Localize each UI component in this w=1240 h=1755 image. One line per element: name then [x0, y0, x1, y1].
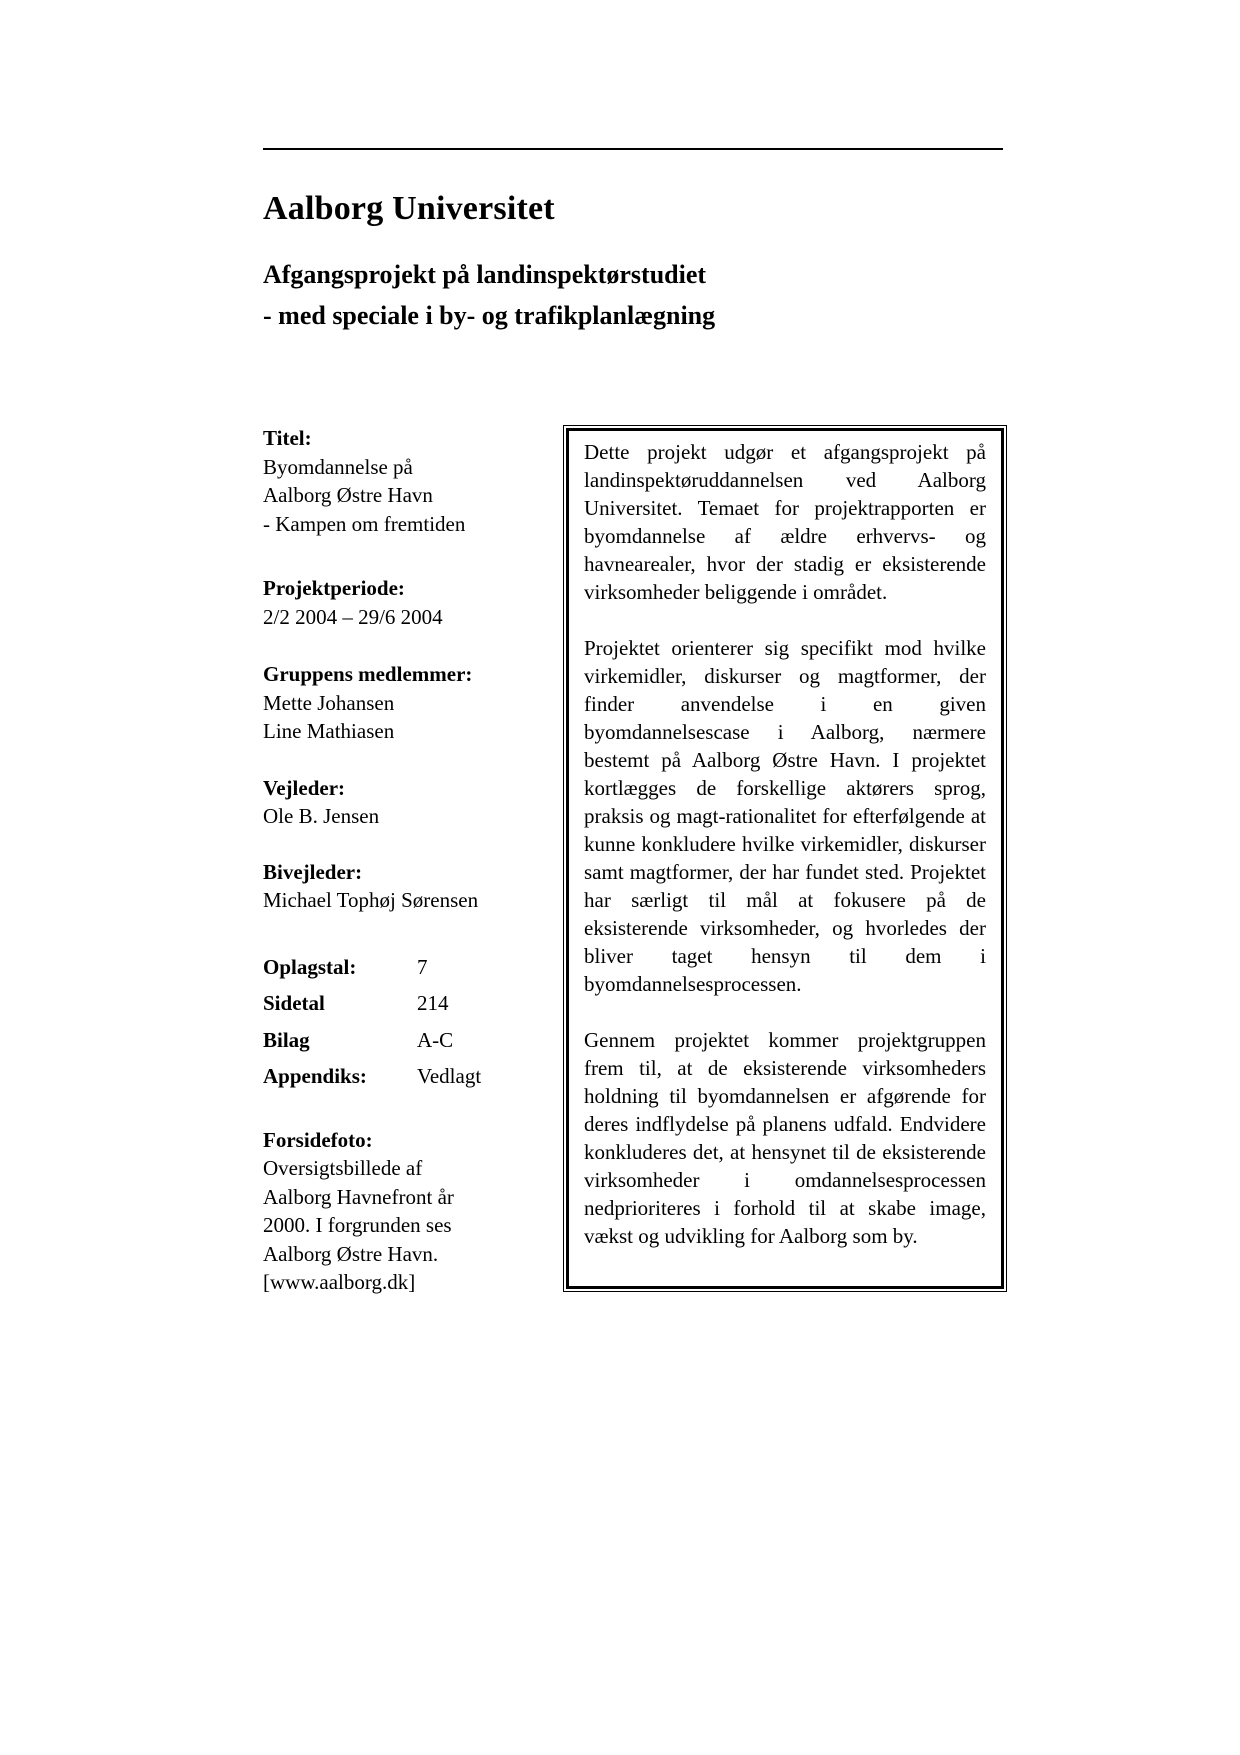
project-period-label: Projektperiode: — [263, 576, 405, 600]
subtitle-line-2: - med speciale i by- og trafikplanlægning — [263, 301, 716, 330]
abstract-paragraph-1: Dette projekt udgør et afgangsprojekt på landinspektøruddannelsen ved Aalborg Universitet. Temaet for projektrapporten er byomdannelse af ældre erhvervs- og havnearealer, hvor der stadig er eksisterende virksomheder beliggende i området. — [584, 440, 986, 604]
cover-photo-label: Forsidefoto: — [263, 1127, 373, 1152]
pages-value: 214 — [417, 991, 449, 1015]
copies-value: 7 — [417, 954, 428, 979]
abstract-paragraph-3: Gennem projektet kommer projektgruppen frem til, at de eksisterende virksomheders holdning til byomdannelsen er afgørende for deres indflydelse på planens udfald. Endvidere konkluderes det, at hensynet til de eksisterende virksomheder i omdannelsesprocessen nedprioriteres i forhold til at skabe image, vækst og udvikling for Aalborg som by. — [584, 1028, 986, 1248]
title-line: - Kampen om fremtiden — [263, 511, 466, 536]
fact-row-copies — [263, 953, 558, 990]
title-line: Aalborg Østre Havn — [263, 483, 433, 507]
copies-label: Oplagstal: — [263, 954, 357, 979]
appendix-value: Vedlagt — [417, 1064, 482, 1088]
cover-photo-line: Aalborg Havnefront år — [263, 1184, 454, 1209]
title-block — [263, 424, 558, 538]
co-supervisor-name: Michael Tophøj Sørensen — [263, 888, 479, 912]
cover-photo-line: Oversigtsbillede af — [263, 1156, 423, 1180]
header-divider — [263, 148, 1003, 150]
title-line: Byomdannelse på — [263, 454, 413, 479]
group-members-label: Gruppens medlemmer: — [263, 662, 473, 686]
cover-photo-block — [263, 1126, 558, 1297]
fact-row-annex — [263, 1026, 558, 1063]
cover-photo-source: [www.aalborg.dk] — [263, 1270, 416, 1294]
fact-row-pages — [263, 989, 558, 1026]
facts-table — [263, 953, 558, 1099]
cover-photo-line: 2000. I forgrunden ses — [263, 1213, 452, 1237]
fact-row-appendix — [263, 1062, 558, 1099]
annex-label: Bilag — [263, 1027, 310, 1052]
co-supervisor-label: Bivejleder: — [263, 859, 363, 884]
subtitle-line-1: Afgangsprojekt på landinspektørstudiet — [263, 260, 707, 289]
appendix-label: Appendiks: — [263, 1064, 367, 1088]
member-name: Mette Johansen — [263, 690, 395, 715]
project-period-value: 2/2 2004 – 29/6 2004 — [263, 604, 443, 629]
supervisor-name: Ole B. Jensen — [263, 804, 380, 828]
abstract-box — [566, 428, 1004, 1289]
project-period-block — [263, 574, 558, 631]
page-title: Aalborg Universitet — [263, 190, 555, 227]
member-name: Line Mathiasen — [263, 719, 395, 743]
supervisor-block — [263, 774, 558, 831]
page-subtitle — [263, 254, 715, 336]
supervisor-label: Vejleder: — [263, 775, 346, 800]
cover-photo-line: Aalborg Østre Havn. — [263, 1241, 439, 1266]
group-members-block — [263, 660, 558, 746]
co-supervisor-block — [263, 858, 558, 915]
pages-label: Sidetal — [263, 991, 325, 1015]
title-label: Titel: — [263, 426, 312, 450]
abstract-paragraph-2: Projektet orienterer sig specifikt mod hvilke virkemidler, diskurser og magtformer, der finder anvendelse i en given byomdannelsescase i Aalborg, nærmere bestemt på Aalborg Østre Havn. I projektet kortlægges de forskellige aktørers sprog, praksis og magt-rationalitet for efterfølgende at kunne konkludere hvilke virkemidler, diskurser samt magtformer, der har fundet sted. Projektet har særligt til mål at fokusere på de eksisterende virksomheder, og hvorledes der bliver taget hensyn til dem i byomdannelsesprocessen. — [584, 636, 986, 996]
info-column — [263, 424, 558, 1326]
annex-value: A-C — [417, 1027, 454, 1052]
